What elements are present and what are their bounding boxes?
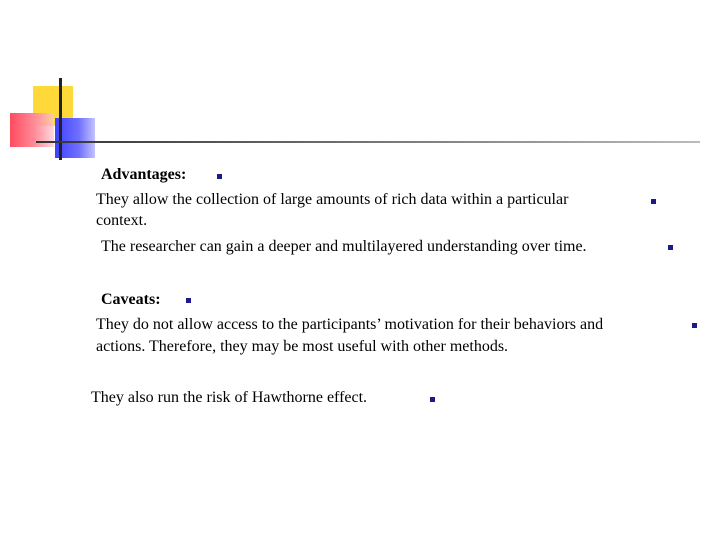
bullet-icon: [692, 323, 697, 328]
bullet-icon: [430, 397, 435, 402]
bullet-icon: [668, 245, 673, 250]
advantages-point1-line2: context.: [96, 212, 148, 229]
decor-vertical-line: [59, 78, 62, 160]
caveats-heading: Caveats:: [101, 291, 161, 308]
caveats-point2: They also run the risk of Hawthorne effect.: [91, 389, 368, 406]
advantages-point2: The researcher can gain a deeper and multilayered understanding over time.: [101, 238, 587, 255]
bullet-icon: [217, 174, 222, 179]
caveats-point1-line2: actions. Therefore, they may be most useful with other methods.: [96, 338, 509, 355]
bullet-icon: [651, 199, 656, 204]
caveats-point1-line1: They do not allow access to the participants’ motivation for their behaviors and: [96, 316, 604, 333]
advantages-point1-line1: They allow the collection of large amounts of rich data within a particular: [96, 191, 569, 208]
advantages-heading: Advantages:: [101, 166, 187, 183]
title-divider-line: [36, 141, 700, 143]
bullet-icon: [186, 298, 191, 303]
